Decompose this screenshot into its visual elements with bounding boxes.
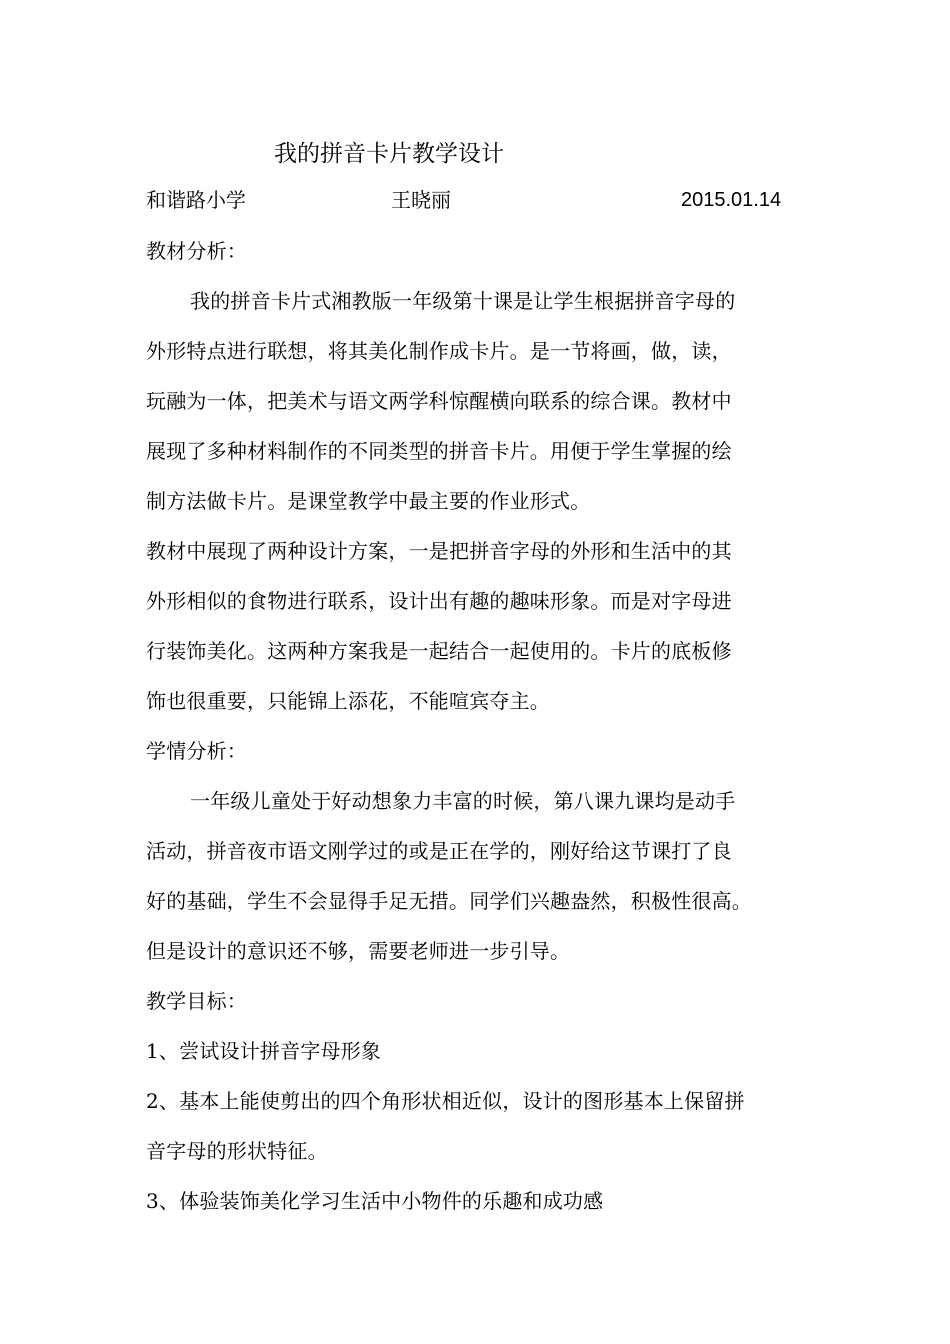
goal-item: 3、体验装饰美化学习生活中小物件的乐趣和成功感 xyxy=(146,1189,604,1213)
paragraph-line: 制方法做卡片。是课堂教学中最主要的作业形式。 xyxy=(146,489,591,513)
goal-item: 2、基本上能使剪出的四个角形状相近似，设计的图形基本上保留拼 xyxy=(146,1089,745,1113)
school-name: 和谐路小学 xyxy=(146,188,246,212)
paragraph-line: 好的基础，学生不会显得手足无措。同学们兴趣盎然，积极性很高。 xyxy=(146,889,752,913)
paragraph-line: 外形特点进行联想，将其美化制作成卡片。是一节将画，做，读， xyxy=(146,339,732,363)
author-name: 王晓丽 xyxy=(391,188,451,212)
section-heading-material-analysis: 教材分析： xyxy=(146,239,247,263)
document-date: 2015.01.14 xyxy=(681,189,782,211)
section-heading-teaching-goals: 教学目标： xyxy=(146,989,247,1013)
paragraph-line: 外形相似的食物进行联系，设计出有趣的趣味形象。而是对字母进 xyxy=(146,589,732,613)
paragraph-line: 展现了多种材料制作的不同类型的拼音卡片。用便于学生掌握的绘 xyxy=(146,439,732,463)
paragraph-line: 玩融为一体，把美术与语文两学科惊醒横向联系的综合课。教材中 xyxy=(146,389,732,413)
paragraph-line: 一年级儿童处于好动想象力丰富的时候，第八课九课均是动手 xyxy=(190,789,736,813)
paragraph-line: 活动，拼音夜市语文刚学过的或是正在学的，刚好给这节课打了良 xyxy=(146,839,732,863)
document-title: 我的拼音卡片教学设计 xyxy=(274,141,504,167)
paragraph-line: 教材中展现了两种设计方案，一是把拼音字母的外形和生活中的其 xyxy=(146,539,732,563)
goal-item-continuation: 音字母的形状特征。 xyxy=(146,1139,328,1163)
paragraph-line: 行装饰美化。这两种方案我是一起结合一起使用的。卡片的底板修 xyxy=(146,639,732,663)
paragraph-line: 但是设计的意识还不够，需要老师进一步引导。 xyxy=(146,939,571,963)
paragraph-line: 饰也很重要，只能锦上添花，不能喧宾夺主。 xyxy=(146,689,550,713)
goal-item: 1、尝试设计拼音字母形象 xyxy=(146,1039,382,1063)
section-heading-student-analysis: 学情分析： xyxy=(146,739,247,763)
paragraph-line: 我的拼音卡片式湘教版一年级第十课是让学生根据拼音字母的 xyxy=(190,289,736,313)
